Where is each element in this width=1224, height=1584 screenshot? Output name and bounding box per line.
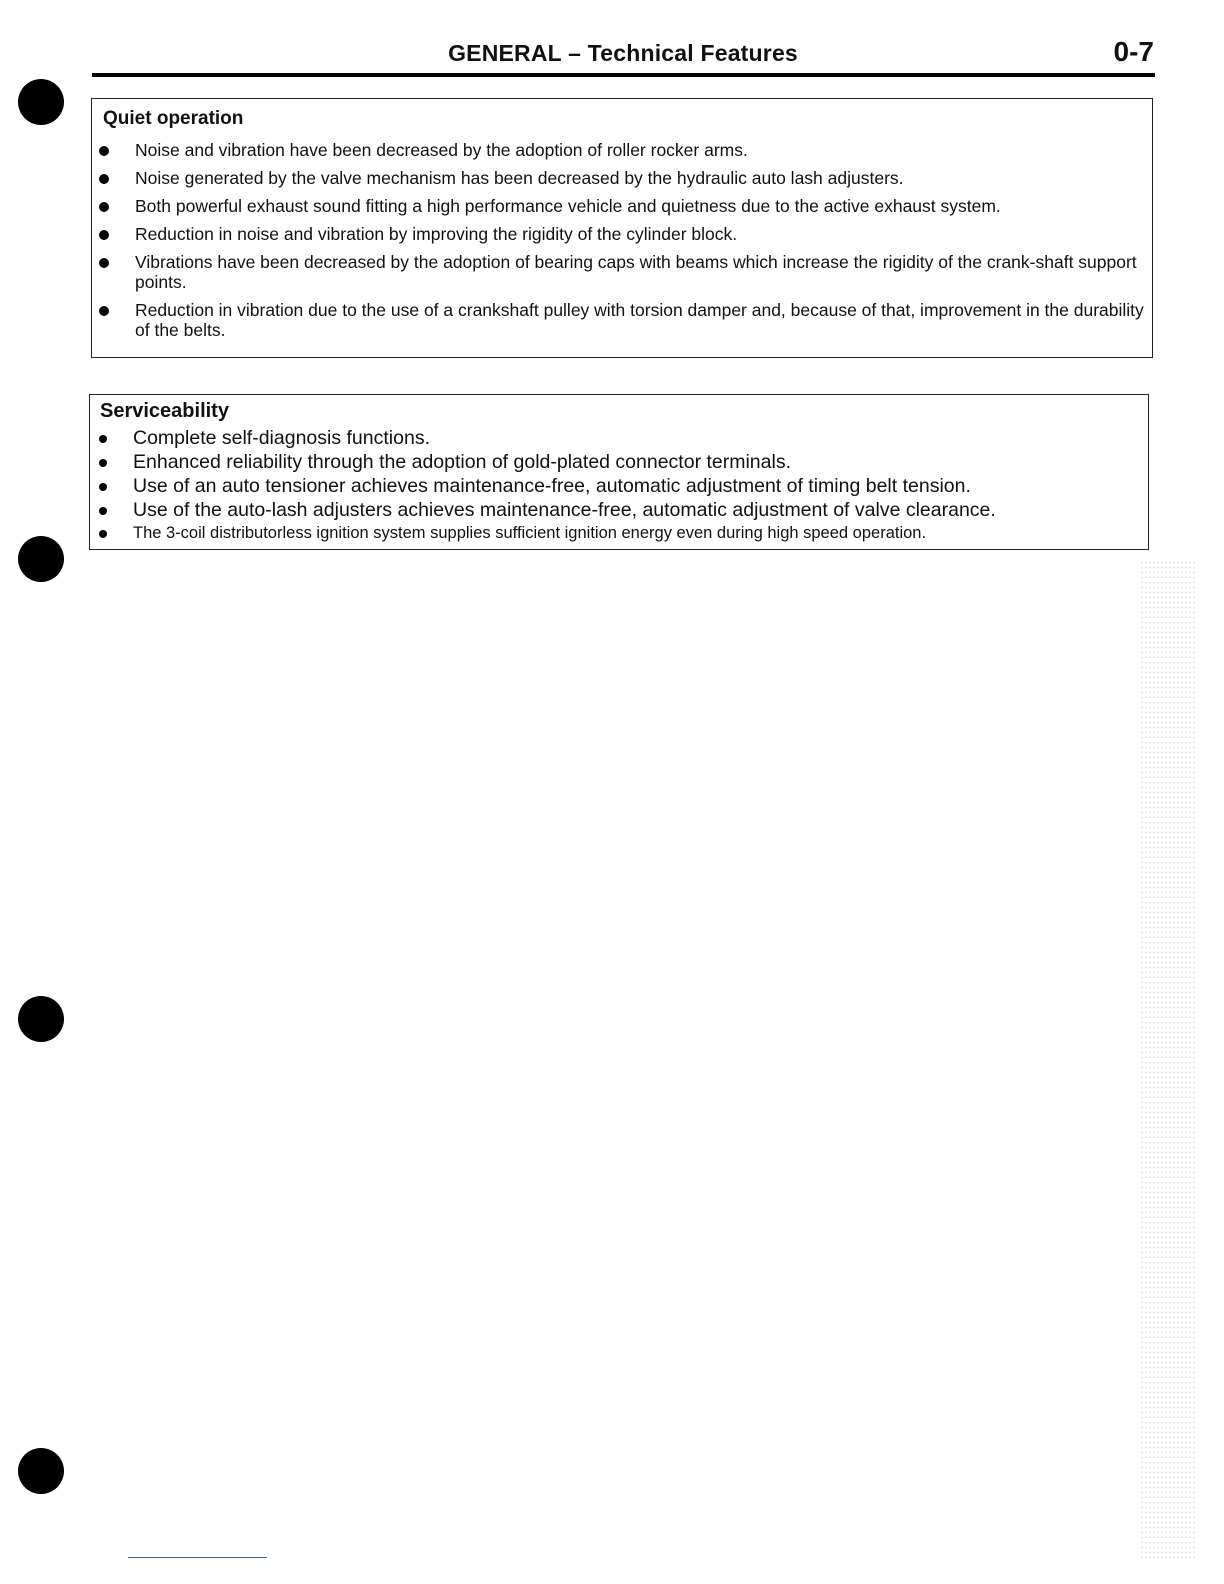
list-item: Enhanced reliability through the adoption of gold-plated connector terminals. [90, 450, 1148, 474]
binder-hole-2 [18, 536, 64, 582]
list-item: The 3-coil distributorless ignition system supplies sufficient ignition energy even during high speed operation. [90, 523, 1148, 544]
footer-link-underline [128, 1557, 267, 1558]
binder-hole-1 [18, 79, 64, 125]
page-title: GENERAL – Technical Features [448, 40, 798, 66]
bullet-icon [99, 530, 107, 538]
serviceability-box [89, 394, 1149, 550]
bullet-icon [99, 258, 109, 268]
list-item: Reduction in noise and vibration by improving the rigidity of the cylinder block. [92, 224, 1152, 244]
list-item: Both powerful exhaust sound fitting a high performance vehicle and quietness due to the active exhaust system. [92, 196, 1152, 216]
list-item: Complete self-diagnosis functions. [90, 426, 1148, 450]
scan-edge-noise [1140, 560, 1195, 1560]
list-item: Use of the auto-lash adjusters achieves maintenance-free, automatic adjustment of valve clearance. [90, 498, 1148, 522]
list-item: Vibrations have been decreased by the adoption of bearing caps with beams which increase the rigidity of the crank-shaft support points. [92, 252, 1152, 292]
bullet-icon [99, 202, 109, 212]
binder-hole-4 [18, 1448, 64, 1494]
header-rule [92, 73, 1155, 77]
list-item: Use of an auto tensioner achieves maintenance-free, automatic adjustment of timing belt tension. [90, 474, 1148, 498]
bullet-icon [99, 435, 107, 443]
serviceability-list [90, 426, 1148, 544]
bullet-icon [99, 459, 107, 467]
bullet-icon [99, 230, 109, 240]
quiet-operation-list [92, 140, 1152, 348]
list-item: Reduction in vibration due to the use of a crankshaft pulley with torsion damper and, because of that, improvement in the durability of the belts. [92, 300, 1152, 340]
bullet-icon [99, 483, 107, 491]
page-header [92, 36, 1154, 74]
serviceability-title: Serviceability [100, 400, 229, 422]
bullet-icon [99, 146, 109, 156]
binder-hole-3 [18, 996, 64, 1042]
quiet-operation-title: Quiet operation [103, 108, 244, 129]
list-item: Noise and vibration have been decreased by the adoption of roller rocker arms. [92, 140, 1152, 160]
bullet-icon [99, 507, 107, 515]
bullet-icon [99, 174, 109, 184]
page-number: 0-7 [1113, 36, 1154, 67]
list-item: Noise generated by the valve mechanism has been decreased by the hydraulic auto lash adjusters. [92, 168, 1152, 188]
quiet-operation-box [91, 98, 1153, 358]
bullet-icon [99, 306, 109, 316]
